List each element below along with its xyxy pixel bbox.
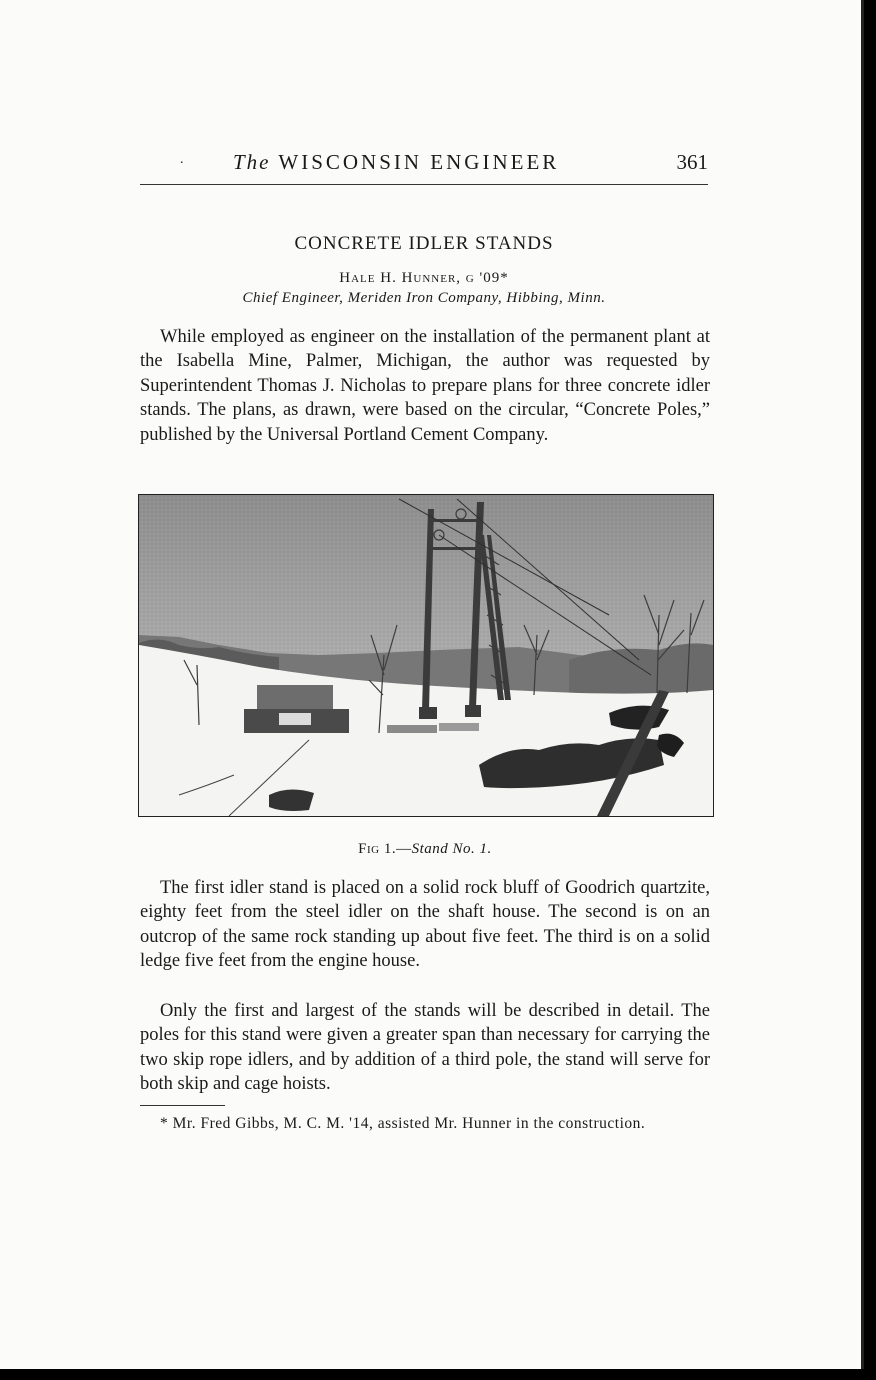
journal-title (233, 150, 559, 175)
footnote: * Mr. Fred Gibbs, M. C. M. '14, assisted Mr. Hunner in the construction. (160, 1115, 646, 1132)
page-number: 361 (676, 150, 708, 174)
paragraph-intro: While employed as engineer on the installation of the permanent plant at the Isabella Mine, Palmer, Michigan, the author was requested by Superintendent Thomas J. Nicholas to prepare plans for three concrete idler stands. The plans, as drawn, were based on the circular, “Concrete Poles,” published by the Universal Portland Cement Company. (140, 327, 710, 445)
author-affiliation: Chief Engineer, Meriden Iron Company, Hibbing, Minn. (242, 290, 606, 306)
photo-stand-no-1 (139, 495, 713, 816)
header-rule (140, 184, 708, 185)
figure-label: Fig 1.— (358, 841, 412, 857)
header-bullet: . (180, 152, 184, 167)
paragraph-detail: Only the first and largest of the stands will be described in detail. The poles for this stand were given a greater span than necessary for carrying the two skip rope idlers, and by addition of a third pole, the stand will serve for both skip and cage hoists. (140, 1001, 710, 1095)
article-title: CONCRETE IDLER STANDS (294, 233, 554, 254)
journal-prefix: The (233, 150, 271, 174)
journal-name: WISCONSIN ENGINEER (278, 150, 560, 174)
figure-photo (138, 494, 714, 817)
running-head (140, 150, 710, 178)
figure-caption-text: Stand No. 1. (411, 841, 492, 857)
paragraph-stands: The first idler stand is placed on a solid rock bluff of Goodrich quartzite, eighty feet from the steel idler on the shaft house. The second is on an outcrop of the same rock standing up about five feet. The third is on a solid ledge five feet from the engine house. (140, 878, 710, 972)
article-author: Hale H. Hunner, g '09* (339, 270, 509, 286)
figure-caption (140, 841, 710, 858)
footnote-rule (140, 1105, 225, 1106)
